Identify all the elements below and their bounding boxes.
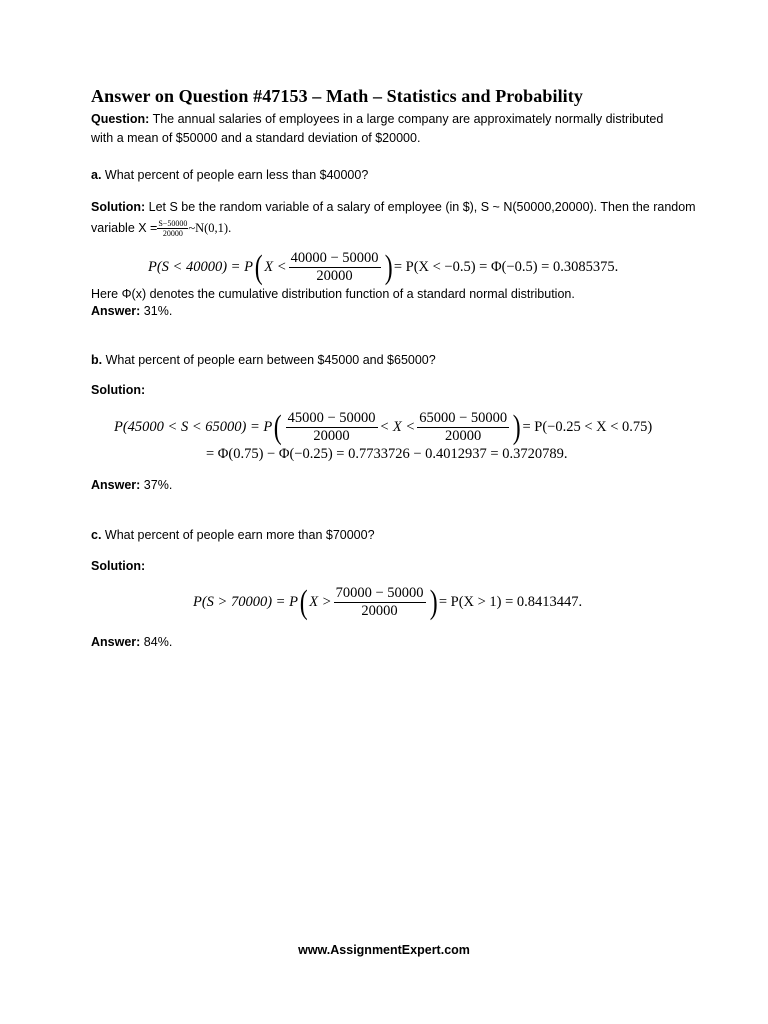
part-a-eq-fraction — [289, 250, 381, 285]
part-c-equation — [193, 585, 582, 620]
footer-website: www.AssignmentExpert.com — [298, 943, 470, 957]
part-a-question — [91, 166, 368, 185]
part-a-variable-prefix: variable X = — [91, 221, 158, 235]
part-c-eq-x: X > — [309, 593, 332, 610]
part-c-question — [91, 526, 375, 545]
part-c-answer — [91, 633, 172, 652]
part-a-eq-numerator: 40000 − 50000 — [290, 250, 379, 266]
part-a-eq-rhs: = P(X < −0.5) = Φ(−0.5) = 0.3085375. — [393, 258, 619, 275]
standardization-denominator: 20000 — [162, 229, 183, 239]
part-a-eq-x: X < — [264, 258, 287, 275]
part-b-equation-line-2: = Φ(0.75) − Φ(−0.25) = 0.7733726 − 0.4012937 = 0.3720789. — [206, 446, 568, 462]
part-a-variable-suffix: ~N(0,1). — [188, 221, 232, 235]
part-a-solution-line-2 — [91, 219, 231, 238]
question-line-1 — [91, 110, 663, 129]
part-c-eq-numerator: 70000 − 50000 — [335, 585, 424, 601]
part-b-solution-label: Solution: — [91, 383, 146, 397]
part-a-solution-text-1: Let S be the random variable of a salary of employee (in $), S ~ N(50000,20000). Then the random — [145, 200, 696, 214]
part-b-eq-lhs: P(45000 < S < 65000) = P — [114, 418, 273, 435]
part-a-answer-label: Answer: — [91, 304, 141, 318]
left-paren: ( — [299, 583, 308, 621]
part-a-note: Here Φ(x) denotes the cumulative distribution function of a standard normal distribution. — [91, 287, 575, 301]
standardization-numerator: S−50000 — [158, 219, 188, 229]
left-paren: ( — [273, 408, 282, 446]
part-c-eq-rhs: = P(X > 1) = 0.8413447. — [438, 593, 583, 610]
part-b-eq-numerator-2: 65000 − 50000 — [419, 410, 508, 426]
part-b-question — [91, 351, 436, 370]
part-a-question-text: What percent of people earn less than $40000? — [101, 168, 369, 182]
part-a-answer-value: 31%. — [140, 304, 173, 318]
question-label: Question: — [91, 112, 150, 126]
question-text-2: with a mean of $50000 and a standard deviation of $20000. — [91, 131, 421, 145]
part-b-answer-value: 37%. — [140, 478, 173, 492]
right-paren: ) — [384, 248, 393, 286]
part-b-eq-fraction-2 — [417, 410, 509, 445]
part-c-label: c. — [91, 528, 102, 542]
part-b-eq-denominator-1: 20000 — [313, 428, 350, 444]
part-c-eq-denominator: 20000 — [361, 603, 398, 619]
standardization-fraction — [157, 219, 188, 238]
part-b-question-text: What percent of people earn between $45000 and $65000? — [102, 353, 436, 367]
part-a-answer — [91, 302, 172, 321]
part-a-solution-label: Solution: — [91, 200, 146, 214]
part-c-answer-value: 84%. — [140, 635, 173, 649]
part-b-answer-label: Answer: — [91, 478, 141, 492]
part-a-equation — [148, 250, 618, 285]
part-c-eq-lhs: P(S > 70000) = P — [193, 593, 298, 610]
part-c-answer-label: Answer: — [91, 635, 141, 649]
part-c-question-text: What percent of people earn more than $70000? — [101, 528, 375, 542]
part-a-label: a. — [91, 168, 102, 182]
part-b-eq-mid: < X < — [379, 418, 416, 435]
part-b-answer — [91, 476, 172, 495]
part-b-eq-denominator-2: 20000 — [445, 428, 482, 444]
part-b-eq-numerator-1: 45000 − 50000 — [287, 410, 376, 426]
part-c-solution-label: Solution: — [91, 559, 146, 573]
part-a-eq-denominator: 20000 — [316, 268, 353, 284]
part-a-eq-lhs: P(S < 40000) = P — [148, 258, 253, 275]
page-title: Answer on Question #47153 – Math – Statistics and Probability — [91, 86, 583, 106]
part-b-eq-fraction-1 — [286, 410, 378, 445]
right-paren: ) — [429, 583, 438, 621]
part-a-solution-line-1 — [91, 198, 696, 217]
left-paren: ( — [254, 248, 263, 286]
part-b-label: b. — [91, 353, 103, 367]
part-c-eq-fraction — [334, 585, 426, 620]
question-text-1: The annual salaries of employees in a large company are approximately normally distributed — [149, 112, 664, 126]
part-b-eq-rhs: = P(−0.25 < X < 0.75) — [522, 418, 653, 435]
right-paren: ) — [512, 408, 521, 446]
part-b-equation-line-1 — [114, 410, 652, 445]
